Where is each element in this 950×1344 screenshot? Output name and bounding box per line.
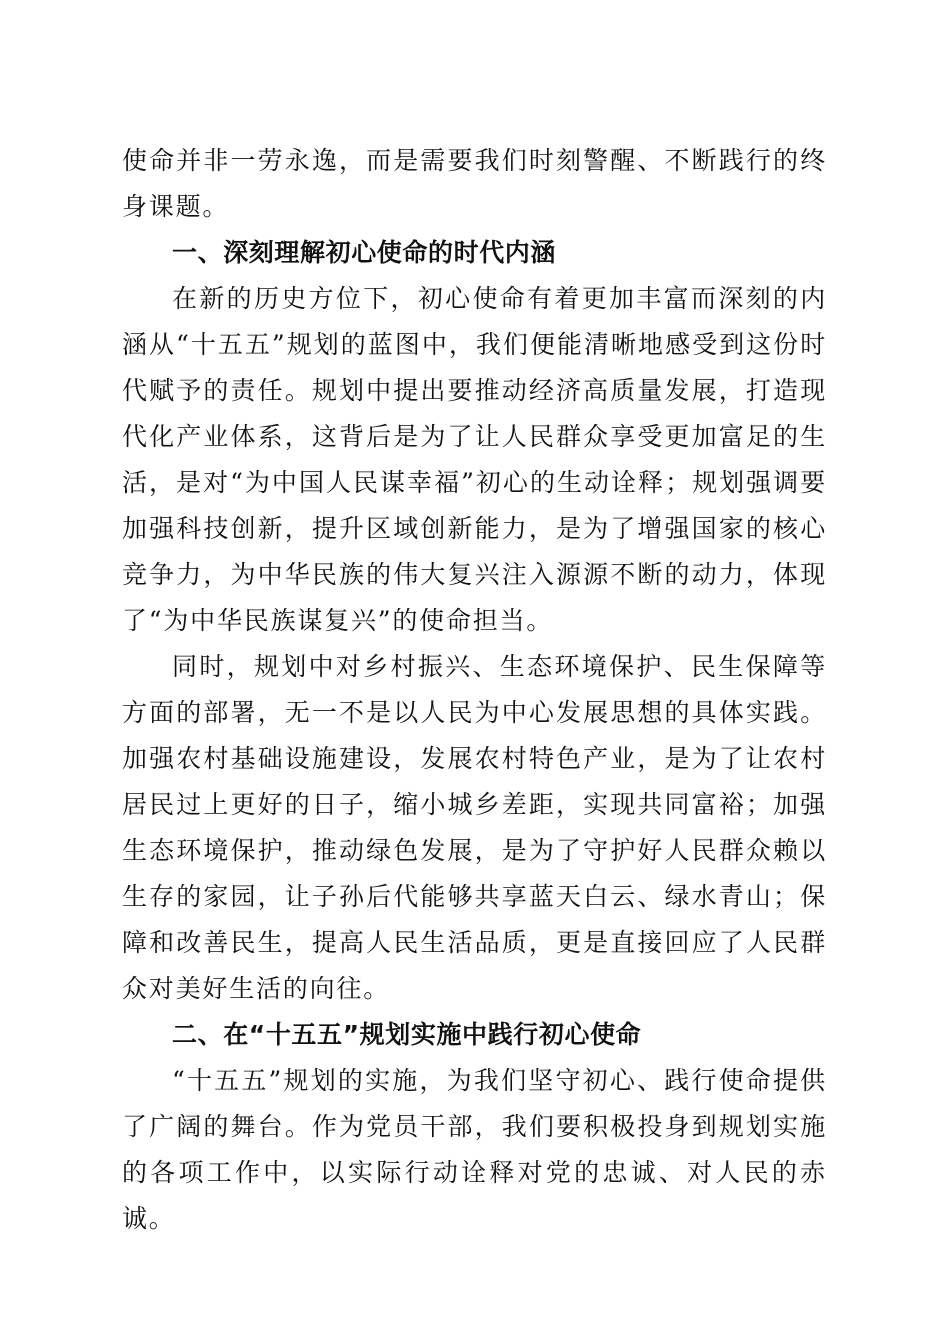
document-body: [122, 138, 827, 1242]
paragraph-era-connotation: 在新的历史方位下，初心使命有着更加丰富而深刻的内涵从“十五五”规划的蓝图中，我们便能清晰地感受到这份时代赋予的责任。规划中提出要推动经济高质量发展，打造现代化产业体系，这背后是为了让人民群众享受更加富足的生活，是对“为中国人民谋幸福”初心的生动诠释；规划强调要加强科技创新，提升区域创新能力，是为了增强国家的核心竞争力，为中华民族的伟大复兴注入源源不断的动力，体现了“为中华民族谋复兴”的使命担当。: [122, 284, 827, 635]
paragraph-plan-deployment: 同时，规划中对乡村振兴、生态环境保护、民生保障等方面的部署，无一不是以人民为中心发展思想的具体实践。加强农村基础设施建设，发展农村特色产业，是为了让农村居民过上更好的日子，缩小城乡差距，实现共同富裕；加强生态环境保护，推动绿色发展，是为了守护好人民群众赖以生存的家园，让子孙后代能够共享蓝天白云、绿水青山；保障和改善民生，提高人民生活品质，更是直接回应了人民群众对美好生活的向往。: [122, 652, 827, 1003]
section-heading-2: 二、在“十五五”规划实施中践行初心使命: [172, 1020, 642, 1049]
paragraph-plan-implementation: “十五五”规划的实施，为我们坚守初心、践行使命提供了广阔的舞台。作为党员干部，我们要积极投身到规划实施的各项工作中，以实际行动诠释对党的忠诚、对人民的赤诚。: [122, 1066, 827, 1233]
paragraph-continuation: 使命并非一劳永逸，而是需要我们时刻警醒、不断践行的终身课题。: [122, 146, 827, 221]
section-heading-1: 一、深刻理解初心使命的时代内涵: [172, 238, 557, 267]
